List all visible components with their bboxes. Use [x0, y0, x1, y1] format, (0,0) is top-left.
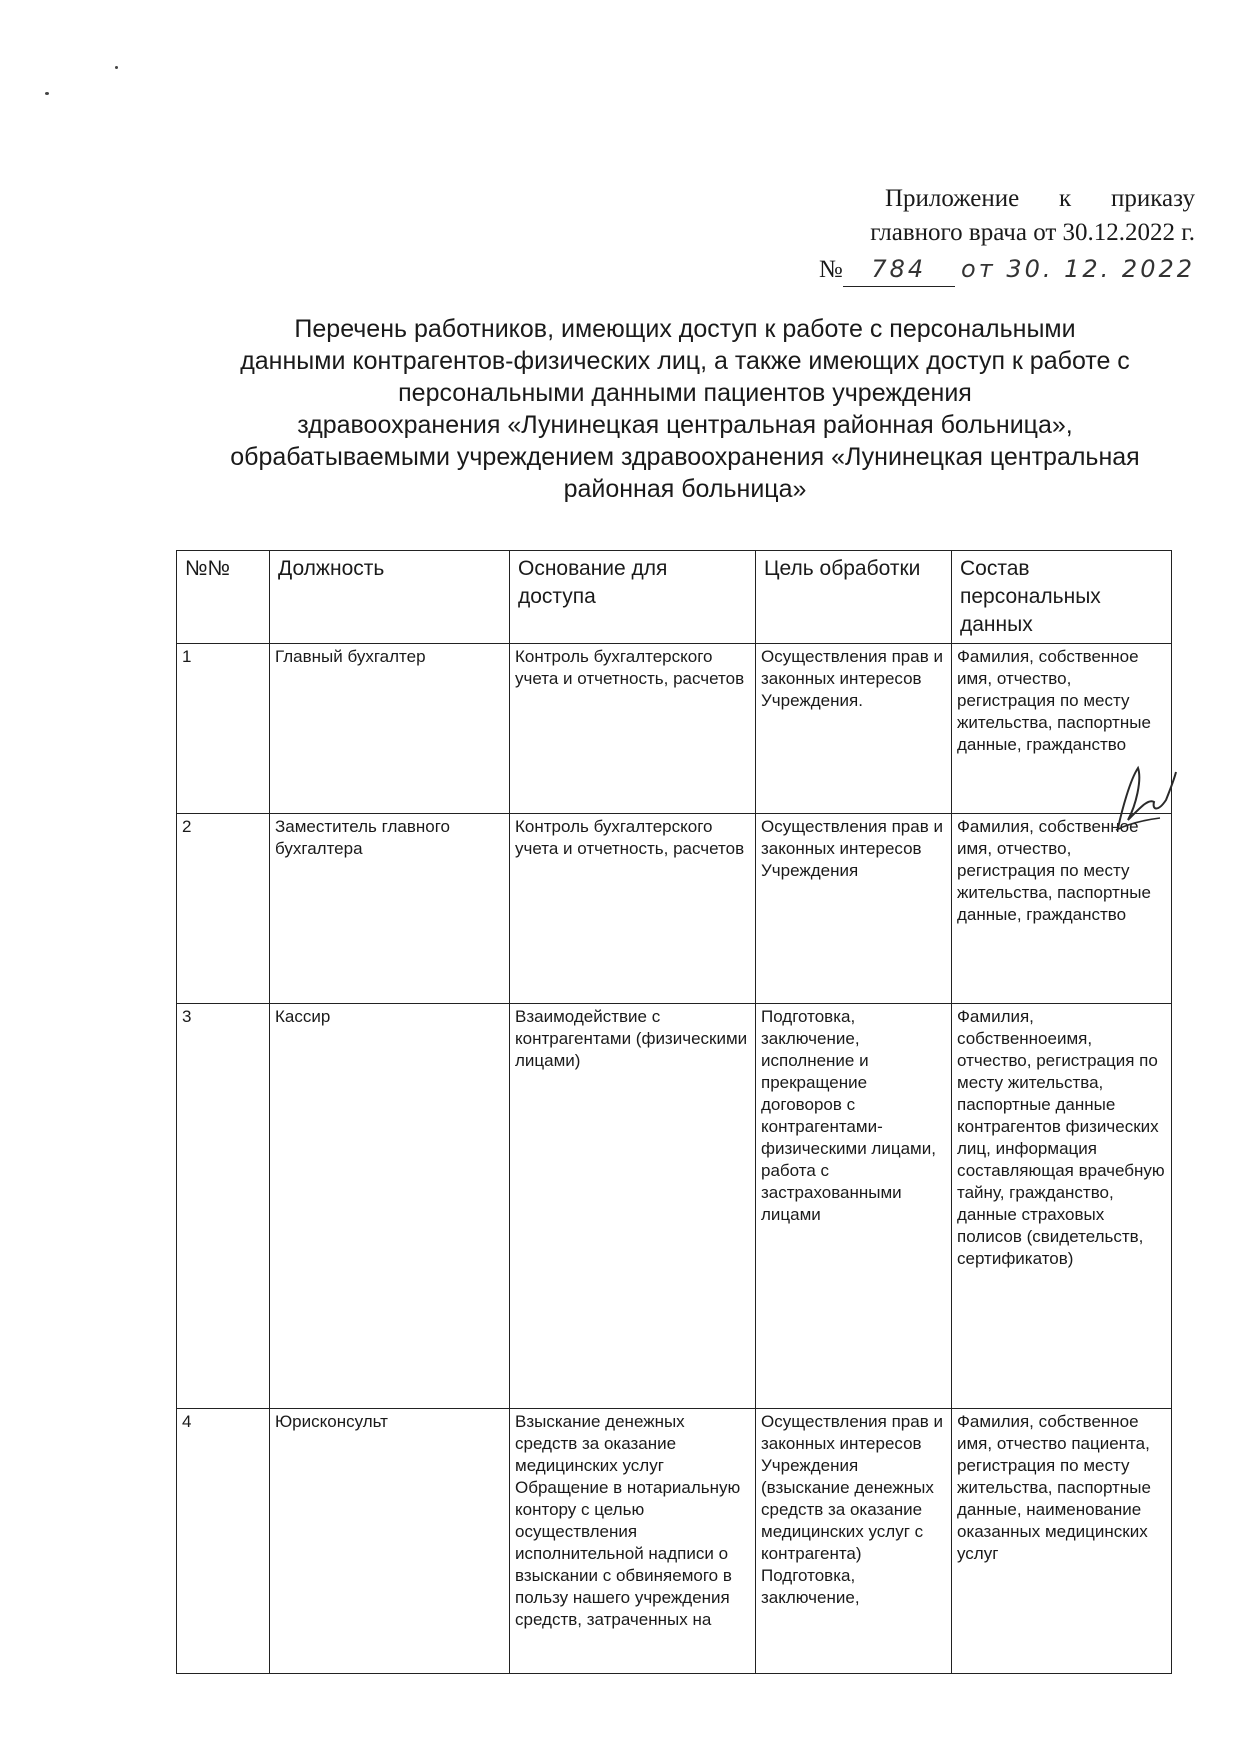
- title-line: данными контрагентов-физических лиц, а также имеющих доступ к работе с: [240, 347, 1130, 375]
- scan-speck: [115, 66, 118, 69]
- order-prefix: №: [818, 256, 843, 283]
- table-row: [177, 1004, 1172, 1409]
- signature-stroke: [1116, 818, 1160, 830]
- row-purpose: Подготовка, заключение, исполнение и прекращение договоров с контрагентами-физическими лицами, работа с застрахованными лицами: [756, 1004, 952, 1409]
- row-position: Главный бухгалтер: [270, 644, 510, 814]
- header-position: Должность: [270, 551, 510, 644]
- header-purpose: Цель обработки: [756, 551, 952, 644]
- row-data-composition: Фамилия, собственноеимя, отчество, регистрация по месту жительства, паспортные данные контрагентов физических лиц, информация составляющая врачебную тайну, гражданство, данные страховых полисов (свидетельств, сертификатов): [952, 1004, 1172, 1409]
- table-row: [177, 1409, 1172, 1674]
- title-line: обрабатываемыми учреждением здравоохранения «Лунинецкая центральная: [230, 443, 1140, 471]
- row-purpose: Осуществления прав и законных интересов Учреждения.: [756, 644, 952, 814]
- row-purpose: Осуществления прав и законных интересов Учреждения (взыскание денежных средств за оказание медицинских услуг с контрагента) Подготовка, заключение,: [756, 1409, 952, 1674]
- header-basis: Основание для доступа: [510, 551, 756, 644]
- row-purpose: Осуществления прав и законных интересов Учреждения: [756, 814, 952, 1004]
- appendix-word: приказу: [1111, 185, 1195, 212]
- header-data-composition: Состав персональных данных: [952, 551, 1172, 644]
- row-basis: Контроль бухгалтерского учета и отчетность, расчетов: [510, 814, 756, 1004]
- signature-mark: [1108, 750, 1178, 840]
- title-line: районная больница»: [563, 475, 807, 503]
- personnel-access-table: [176, 550, 1172, 1674]
- row-data-composition: Фамилия, собственное имя, отчество, регистрация по месту жительства, паспортные данные, гражданство: [952, 814, 1172, 1004]
- title-line: Перечень работников, имеющих доступ к работе с персональными: [294, 315, 1076, 343]
- table-row: [177, 644, 1172, 814]
- row-number: 4: [177, 1409, 270, 1674]
- row-basis: Контроль бухгалтерского учета и отчетность, расчетов: [510, 644, 756, 814]
- row-position: Юрисконсульт: [270, 1409, 510, 1674]
- row-number: 3: [177, 1004, 270, 1409]
- table-header-row: [177, 551, 1172, 644]
- row-position: Заместитель главного бухгалтера: [270, 814, 510, 1004]
- row-basis: Взыскание денежных средств за оказание медицинских услуг Обращение в нотариальную контору с целью осуществления исполнительной надписи о взыскании с обвиняемого в пользу нашего учреждения средств, затраченных на: [510, 1409, 756, 1674]
- scan-speck: [45, 92, 49, 95]
- appendix-header-line2: главного врача от 30.12.2022 г.: [870, 219, 1195, 246]
- document-title: [205, 313, 1165, 505]
- title-line: персональными данными пациентов учреждения: [398, 379, 972, 407]
- row-number: 2: [177, 814, 270, 1004]
- row-position: Кассир: [270, 1004, 510, 1409]
- order-number-handwritten: 784: [843, 252, 955, 287]
- appendix-word: к: [1059, 185, 1072, 212]
- appendix-header-line1: [755, 182, 1195, 216]
- appendix-word: Приложение: [885, 185, 1020, 212]
- title-line: здравоохранения «Лунинецкая центральная районная больница»,: [297, 411, 1073, 439]
- row-basis: Взаимодействие с контрагентами (физическими лицами): [510, 1004, 756, 1409]
- table-row: [177, 814, 1172, 1004]
- order-date-handwritten: от 30. 12. 2022: [961, 255, 1195, 283]
- row-number: 1: [177, 644, 270, 814]
- header-number: №№: [177, 551, 270, 644]
- row-data-composition: Фамилия, собственное имя, отчество пациента, регистрация по месту жительства, паспортные данные, наименование оказанных медицинских услуг: [952, 1409, 1172, 1674]
- row-data-composition: Фамилия, собственное имя, отчество, регистрация по месту жительства, паспортные данные, гражданство: [952, 644, 1172, 814]
- appendix-header: [755, 182, 1195, 287]
- signature-stroke: [1118, 768, 1176, 828]
- order-number-line: [755, 252, 1195, 287]
